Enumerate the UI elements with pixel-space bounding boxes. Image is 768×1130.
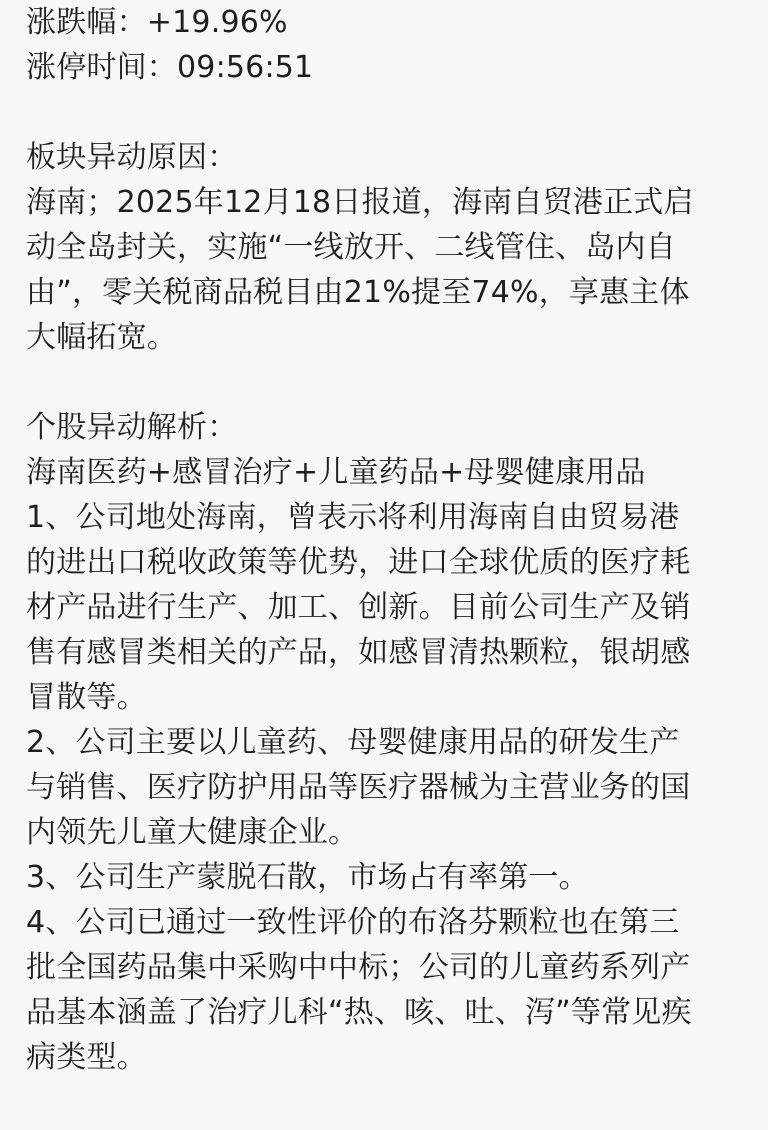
analysis-point-1-line: 售有感冒类相关的产品，如感冒清热颗粒，银胡感 <box>26 635 691 670</box>
analysis-point-4-line: 4、公司已通过一致性评价的布洛芬颗粒也在第三 <box>26 905 680 940</box>
analysis-point-4-line: 病类型。 <box>26 1040 147 1075</box>
analysis-point-1-line: 冒散等。 <box>26 680 147 715</box>
sector-reason-heading: 板块异动原因： <box>26 140 238 175</box>
limit-up-time-line: 涨停时间：09:56:51 <box>26 50 314 85</box>
analysis-point-4-line: 批全国药品集中采购中中标；公司的儿童药系列产 <box>26 950 691 985</box>
sector-reason-line: 由”，零关税商品税目由21%提至74%，享惠主体 <box>26 275 690 310</box>
analysis-point-2-line: 内领先儿童大健康企业。 <box>26 815 359 850</box>
analysis-point-2-line: 与销售、医疗防护用品等医疗器械为主营业务的国 <box>26 770 691 805</box>
analysis-point-3-line: 3、公司生产蒙脱石散，市场占有率第一。 <box>26 860 589 895</box>
spacer <box>26 360 746 405</box>
analysis-point-1-line: 1、公司地处海南，曾表示将利用海南自由贸易港 <box>26 500 680 535</box>
spacer <box>26 90 746 135</box>
analysis-point-2-line: 2、公司主要以儿童药、母婴健康用品的研发生产 <box>26 725 680 760</box>
analysis-point-1-line: 材产品进行生产、加工、创新。目前公司生产及销 <box>26 590 691 625</box>
sector-reason-line: 动全岛封关，实施“一线放开、二线管住、岛内自 <box>26 230 676 265</box>
sector-reason-line: 大幅拓宽。 <box>26 320 177 355</box>
stock-tags-line: 海南医药+感冒治疗+儿童药品+母婴健康用品 <box>26 455 646 490</box>
stock-analysis-heading: 个股异动解析： <box>26 410 238 445</box>
analysis-point-1-line: 的进出口税收政策等优势，进口全球优质的医疗耗 <box>26 545 691 580</box>
change-percent-line: 涨跌幅：+19.96% <box>26 5 288 40</box>
sector-reason-line: 海南；2025年12月18日报道，海南自贸港正式启 <box>26 185 694 220</box>
analysis-point-4-line: 品基本涵盖了治疗儿科“热、咳、吐、泻”等常见疾 <box>26 995 692 1030</box>
